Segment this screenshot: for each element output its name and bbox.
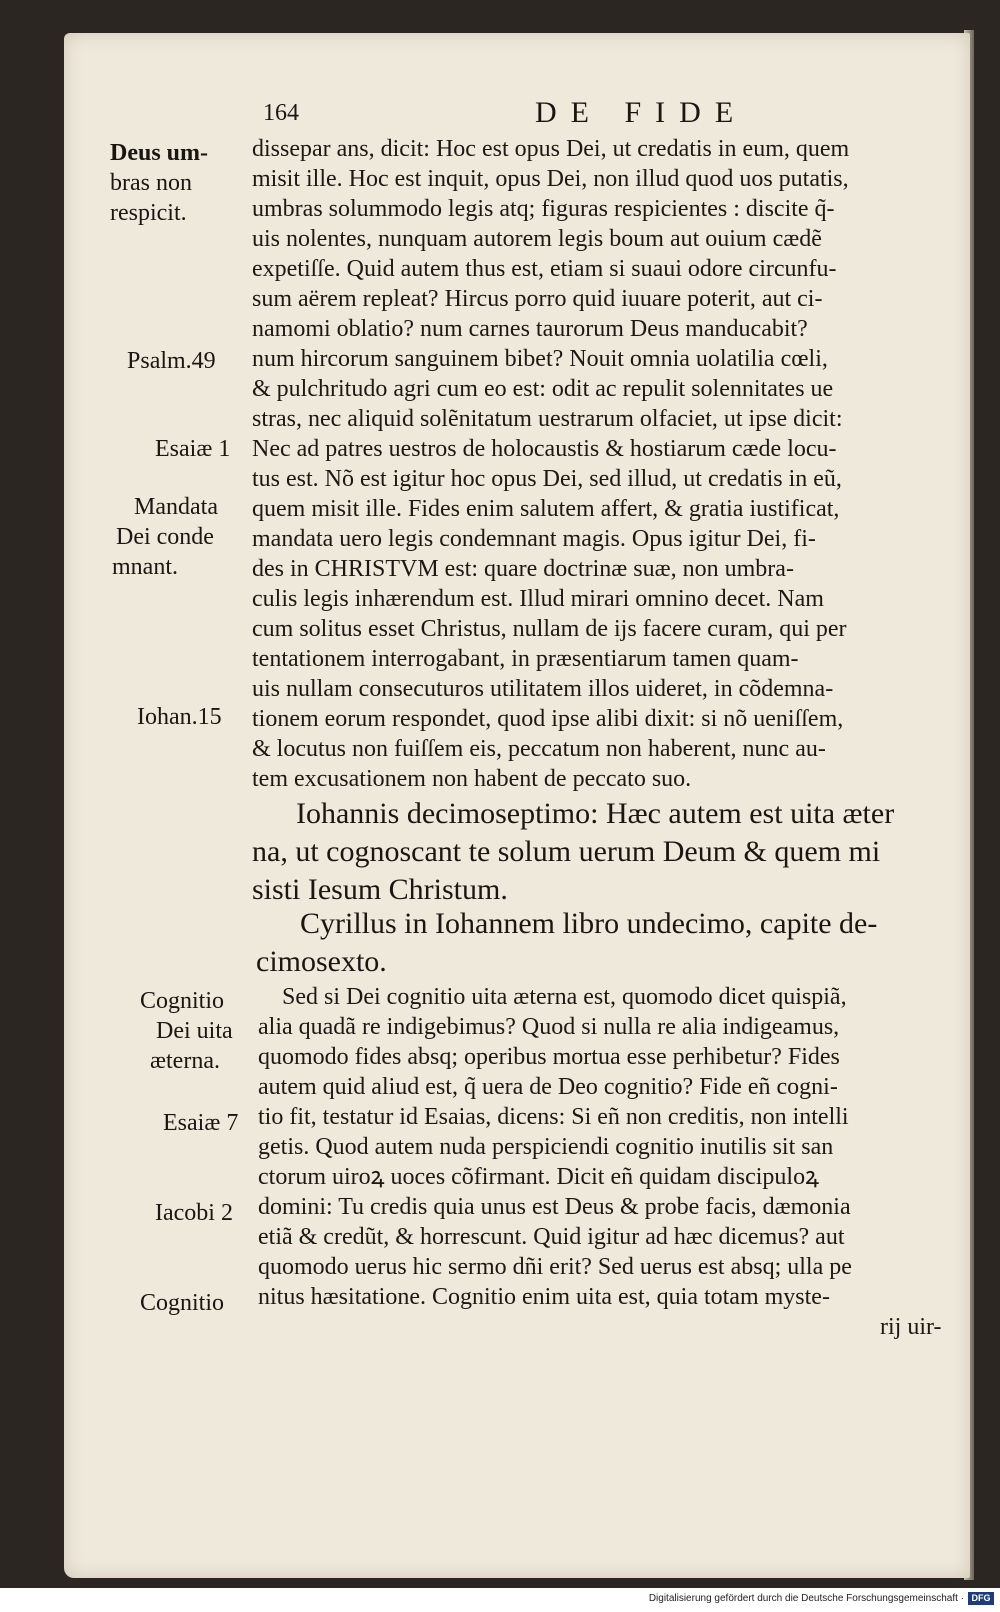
text-line: etiã & credũt, & horrescunt. Quid igitur ad hæc dicemus? aut [258, 1224, 845, 1250]
footer-bar [0, 1588, 1000, 1612]
margin-note: bras non [110, 170, 192, 196]
text-line: nitus hæsitatione. Cognitio enim uita est, quia totam myste- [258, 1284, 830, 1310]
text-line: getis. Quod autem nuda perspiciendi cognitio inutilis sit san [258, 1134, 834, 1160]
text-line: uis nolentes, nunquam autorem legis boum aut ouium cædẽ [252, 226, 822, 252]
text-line: misit ille. Hoc est inquit, opus Dei, non illud quod uos putatis, [252, 166, 849, 192]
text-line: domini: Tu credis quia unus est Deus & probe facis, dæmonia [258, 1194, 851, 1220]
quote-line: sisti Iesum Christum. [252, 873, 508, 906]
margin-note: Psalm.49 [127, 348, 216, 374]
margin-note: Esaiæ 1 [155, 436, 231, 462]
catchword: rij uir- [880, 1314, 942, 1340]
margin-note: Cognitio [140, 1290, 225, 1316]
text-line: alia quadã re indigebimus? Quod si nulla re alia indigeamus, [258, 1014, 840, 1040]
page-header [0, 96, 1000, 132]
margin-note: respicit. [110, 200, 187, 226]
text-line: uis nullam consecuturos utilitatem illos uideret, in cõdemna- [252, 676, 834, 702]
margin-note: Iohan.15 [137, 704, 222, 730]
section-heading: Cyrillus in Iohannem libro undecimo, capite de- [300, 907, 878, 940]
text-line: quem misit ille. Fides enim salutem affert, & gratia iustificat, [252, 496, 840, 522]
page-number: 164 [263, 100, 299, 126]
text-line: quomodo uerus hic sermo dñi erit? Sed uerus est absq; ulla pe [258, 1254, 852, 1280]
text-line: ctorum uiroꝝ uoces cõfirmant. Dicit eñ quidam discipuloꝝ [258, 1164, 819, 1190]
margin-note: Deus um- [110, 140, 209, 166]
text-line: tem excusationem non habent de peccato suo. [252, 766, 692, 792]
text-line: cum solitus esset Christus, nullam de ijs facere curam, qui per [252, 616, 847, 642]
text-line: tus est. Nõ est igitur hoc opus Dei, sed illud, ut credatis in eũ, [252, 466, 842, 492]
text-line: & locutus non fuiſſem eis, peccatum non haberent, nunc au- [252, 736, 826, 762]
text-line: num hircorum sanguinem bibet? Nouit omnia uolatilia cœli, [252, 346, 828, 372]
text-line: tio fit, testatur id Esaias, dicens: Si eñ non creditis, non intelli [258, 1104, 849, 1130]
margin-note: æterna. [150, 1048, 220, 1074]
text-line: autem quid aliud est, q̃ uera de Deo cognitio? Fide eñ cogni- [258, 1074, 838, 1100]
section-heading: cimosexto. [256, 945, 387, 978]
funding-credit: Digitalisierung gefördert durch die Deutsche Forschungsgemeinschaft · [648, 1593, 964, 1604]
margin-note: Esaiæ 7 [163, 1110, 239, 1136]
quote-line: na, ut cognoscant te solum uerum Deum & quem mi [252, 835, 881, 868]
margin-note: Dei conde [116, 524, 214, 550]
margin-note: Mandata [134, 494, 218, 520]
text-line: stras, nec aliquid solẽnitatum uestrarum olfaciet, ut ipse dicit: [252, 406, 843, 432]
running-head: DE FIDE [535, 96, 748, 129]
text-line: & pulchritudo agri cum eo est: odit ac repulit solennitates ue [252, 376, 834, 402]
text-line: quomodo fides absq; operibus mortua esse perhibetur? Fides [258, 1044, 840, 1070]
text-line: umbras solummodo legis atq; figuras respicientes : discite q̃- [252, 196, 835, 222]
text-line: tentationem interrogabant, in præsentiarum tamen quam- [252, 646, 799, 672]
text-line: des in CHRISTVM est: quare doctrinæ suæ, non umbra- [252, 556, 794, 582]
text-line: sum aërem repleat? Hircus porro quid iuuare poterit, aut ci- [252, 286, 823, 312]
margin-note: Dei uita [156, 1018, 233, 1044]
margin-note: Iacobi 2 [155, 1200, 233, 1226]
quote-line: Iohannis decimoseptimo: Hæc autem est uita æter [296, 797, 895, 830]
margin-note: mnant. [112, 554, 178, 580]
margin-note: Cognitio [140, 988, 225, 1014]
text-line: mandata uero legis condemnant magis. Opus igitur Dei, fi- [252, 526, 816, 552]
text-line: expetiſſe. Quid autem thus est, etiam si suaui odore circunfu- [252, 256, 837, 282]
dfg-logo: DFG [968, 1592, 994, 1605]
text-line: tionem eorum respondet, quod ipse alibi dixit: si nõ ueniſſem, [252, 706, 844, 732]
text-line: Nec ad patres uestros de holocaustis & hostiarum cæde locu- [252, 436, 837, 462]
text-line: dissepar ans, dicit: Hoc est opus Dei, ut credatis in eum, quem [252, 136, 850, 162]
text-line: namomi oblatio? num carnes taurorum Deus manducabit? [252, 316, 808, 342]
text-line: culis legis inhærendum est. Illud mirari omnino decet. Nam [252, 586, 824, 612]
text-line: Sed si Dei cognitio uita æterna est, quomodo dicet quispiã, [282, 984, 847, 1010]
